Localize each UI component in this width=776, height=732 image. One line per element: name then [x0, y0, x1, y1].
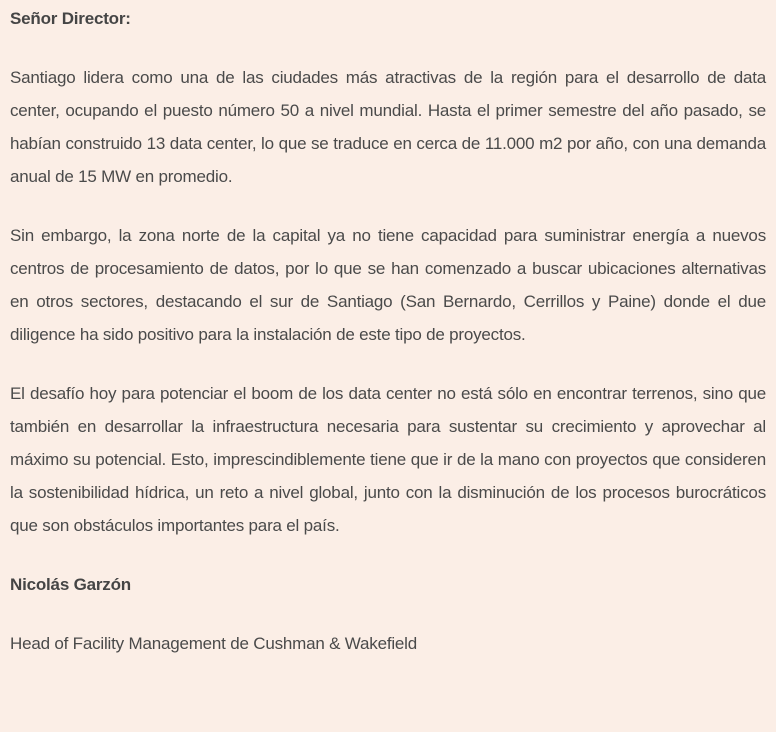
signature-name: Nicolás Garzón	[10, 575, 131, 594]
letter-paragraph-1: Santiago lidera como una de las ciudades más atractivas de la región para el desarrollo de data center, ocupando el puesto número 50 a nivel mundial. Hasta el primer semestre del año pasado, se habían construido 13 data center, lo que se traduce en cerca de 11.000 m2 por año, con una demanda anual de 15 MW en promedio.	[10, 68, 766, 186]
signature-role: Head of Facility Management de Cushman & Wakefield	[10, 634, 418, 653]
letter-paragraph-3: El desafío hoy para potenciar el boom de los data center no está sólo en encontrar terrenos, sino que también en desarrollar la infraestructura necesaria para sustentar su crecimiento y aprovechar al máximo su potencial. Esto, imprescindiblemente tiene que ir de la mano con proyectos que consideren la sostenibilidad hídrica, un reto a nivel global, junto con la disminución de los procesos burocráticos que son obstáculos importantes para el país.	[10, 384, 766, 535]
letter-paragraph-2: Sin embargo, la zona norte de la capital ya no tiene capacidad para suministrar energía a nuevos centros de procesamiento de datos, por lo que se han comenzado a buscar ubicaciones alternativas en otros sectores, destacando el sur de Santiago (San Bernardo, Cerrillos y Paine) donde el due diligence ha sido positivo para la instalación de este tipo de proyectos.	[10, 226, 766, 344]
salutation: Señor Director:	[10, 9, 131, 28]
